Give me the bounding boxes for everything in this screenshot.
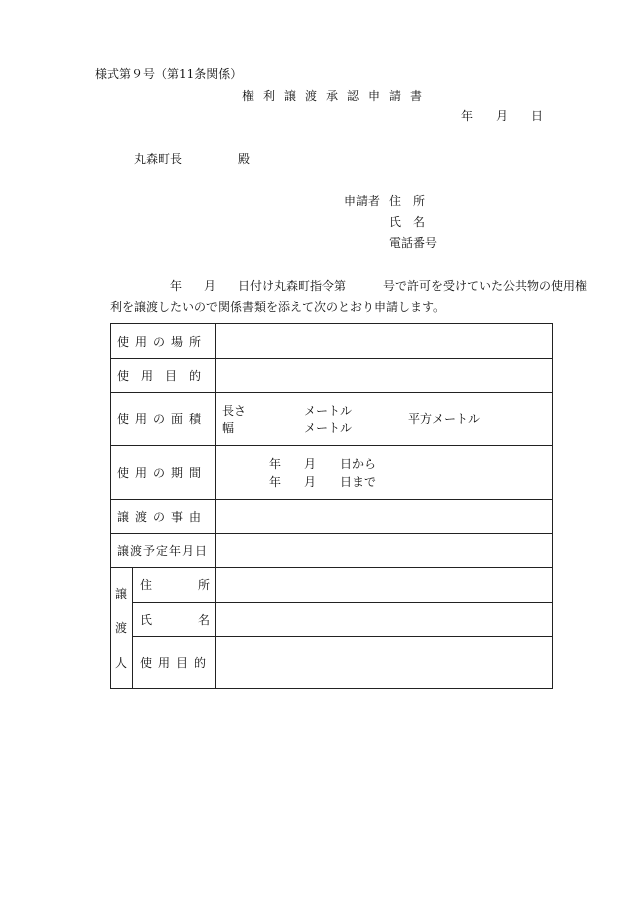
period-from-month: 月 [304,457,317,471]
label-transfer-date: 譲渡予定年月日 [117,544,209,558]
body-line2: 利を譲渡したいので関係書類を添えて次のとおり申請します。 [110,300,446,314]
area-meter-2: メートル [304,421,353,435]
applicant-phone-label: 電話番号 [389,236,438,250]
application-table [110,323,553,689]
transferee-address-label-b: 所 [198,578,211,592]
period-from-day: 日から [340,457,377,471]
form-number: 様式第９号（第11条関係） [95,67,243,81]
transferee-purpose-label: 使用目的 [140,656,213,670]
value-transferee-name[interactable] [217,603,551,635]
area-width-label: 幅 [222,421,235,435]
body-end: 号で許可を受けていた公共物の使用権 [383,279,588,293]
area-length-label: 長さ [222,404,247,418]
transferee-char-3: 人 [114,656,127,670]
value-transferee-address[interactable] [217,568,551,601]
value-transfer-date[interactable] [217,534,551,566]
applicant-name-label: 氏 名 [389,215,426,229]
body-year: 年 [170,279,183,293]
period-to-year: 年 [269,475,282,489]
applicant-address-label: 住 所 [389,194,426,208]
transferee-address-label-a: 住 [140,578,153,592]
label-purpose: 使 用 目 的 [117,369,202,383]
label-place: 使用の場所 [117,335,208,349]
value-place[interactable] [217,325,551,357]
divider [111,445,552,446]
label-reason: 譲渡の事由 [117,510,208,524]
value-purpose[interactable] [217,359,551,391]
area-square-meter: 平方メートル [408,412,481,426]
area-meter-1: メートル [304,404,353,418]
addressee-name: 丸森町長 [134,152,183,166]
period-to-day: 日まで [340,475,377,489]
period-from-year: 年 [269,457,282,471]
body-mid: 日付け丸森町指令第 [238,279,347,293]
date-year: 年 [461,109,474,123]
period-to-month: 月 [304,475,317,489]
transferee-name-label-a: 氏 [140,613,153,627]
divider [111,392,552,393]
body-month: 月 [204,279,217,293]
divider [215,324,216,688]
divider [132,568,133,688]
applicant-label: 申請者 [344,194,381,208]
addressee-honorific: 殿 [238,152,251,166]
transferee-char-2: 渡 [114,621,127,635]
document-title: 権利譲渡承認申請書 [242,89,432,103]
label-area: 使用の面積 [117,412,208,426]
value-transferee-purpose[interactable] [217,637,551,687]
transferee-char-1: 譲 [114,587,127,601]
label-period: 使用の期間 [117,466,208,480]
date-day: 日 [531,109,544,123]
value-reason[interactable] [217,500,551,532]
transferee-name-label-b: 名 [198,613,211,627]
date-month: 月 [496,109,509,123]
